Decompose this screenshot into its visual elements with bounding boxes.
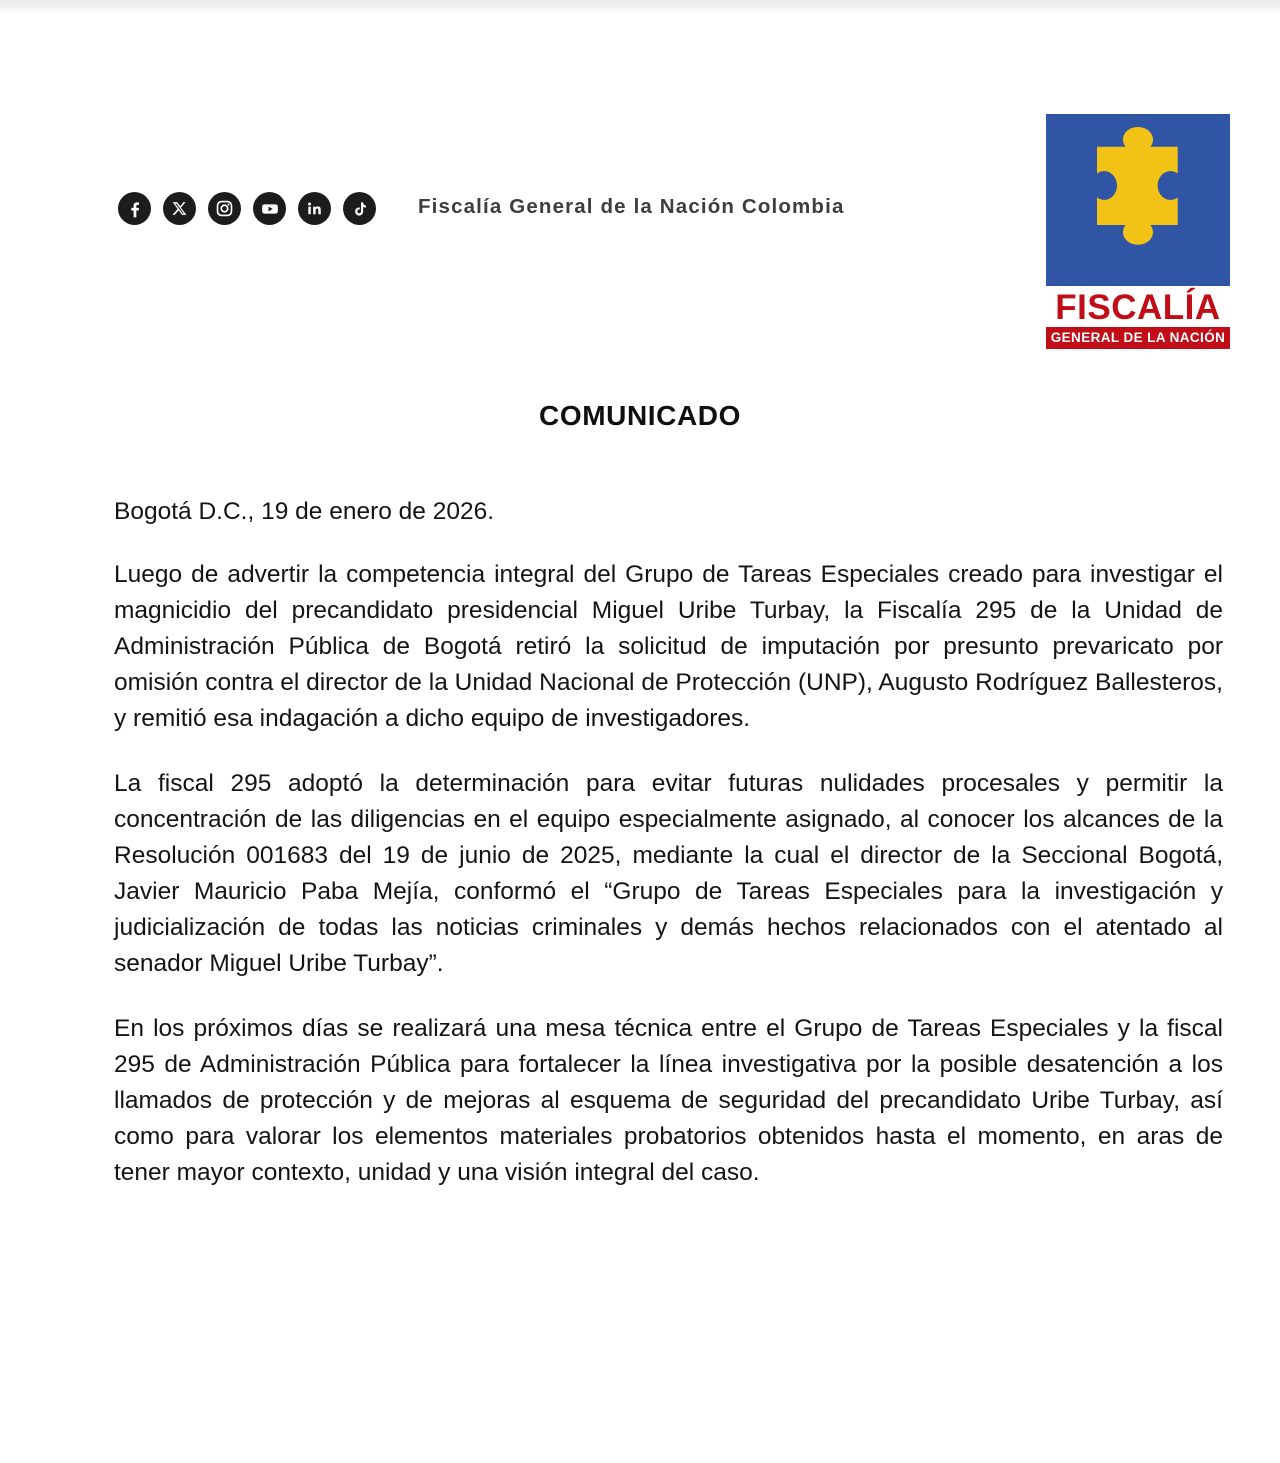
puzzle-piece-icon	[1086, 125, 1190, 275]
youtube-icon[interactable]	[253, 192, 286, 225]
document-page	[0, 12, 1280, 1463]
tiktok-icon[interactable]	[343, 192, 376, 225]
logo-emblem-square	[1046, 114, 1230, 286]
document-text-body	[0, 495, 1280, 1191]
top-screenshot-strip	[0, 0, 1280, 12]
page-title: COMUNICADO	[539, 400, 741, 431]
document-header	[0, 12, 1280, 357]
fiscalia-logo	[1046, 114, 1230, 349]
instagram-icon[interactable]	[208, 192, 241, 225]
dateline: Bogotá D.C., 19 de enero de 2026.	[114, 498, 495, 525]
paragraph-3: En los próximos días se realizará una mesa técnica entre el Grupo de Tareas Especiales y la fiscal 295 de Administración Pública para fortalecer la línea investigativa por la posible desatención a los llamados de protección y de mejoras al esquema de seguridad del precandidato Uribe Turbay, así como para valorar los elementos materiales probatorios obtenidos hasta el momento, en aras de tener mayor contexto, unidad y una visión integral del caso.	[114, 1015, 1223, 1187]
paragraph-1: Luego de advertir la competencia integral del Grupo de Tareas Especiales creado para investigar el magnicidio del precandidato presidencial Miguel Uribe Turbay, la Fiscalía 295 de la Unidad de Administración Pública de Bogotá retiró la solicitud de imputación por presunto prevaricato por omisión contra el director de la Unidad Nacional de Protección (UNP), Augusto Rodríguez Ballesteros, y remitió esa indagación a dicho equipo de investigadores.	[114, 561, 1223, 733]
organization-name: Fiscalía General de la Nación Colombia	[418, 195, 845, 218]
logo-wordmark: FISCALÍA	[1055, 288, 1221, 327]
x-twitter-icon[interactable]	[163, 192, 196, 225]
facebook-icon[interactable]	[118, 192, 151, 225]
logo-subtitle: GENERAL DE LA NACIÓN	[1046, 327, 1230, 349]
paragraph-2: La fiscal 295 adoptó la determinación para evitar futuras nulidades procesales y permitir la concentración de las diligencias en el equipo especialmente asignado, al conocer los alcances de la Resolución 001683 del 19 de junio de 2025, mediante la cual el director de la Seccional Bogotá, Javier Mauricio Paba Mejía, conformó el “Grupo de Tareas Especiales para la investigación y judicialización de todas las noticias criminales y demás hechos relacionados con el atentado al senador Miguel Uribe Turbay”.	[114, 770, 1223, 978]
social-media-links	[118, 192, 376, 225]
linkedin-icon[interactable]	[298, 192, 331, 225]
document-content	[0, 357, 1280, 1191]
